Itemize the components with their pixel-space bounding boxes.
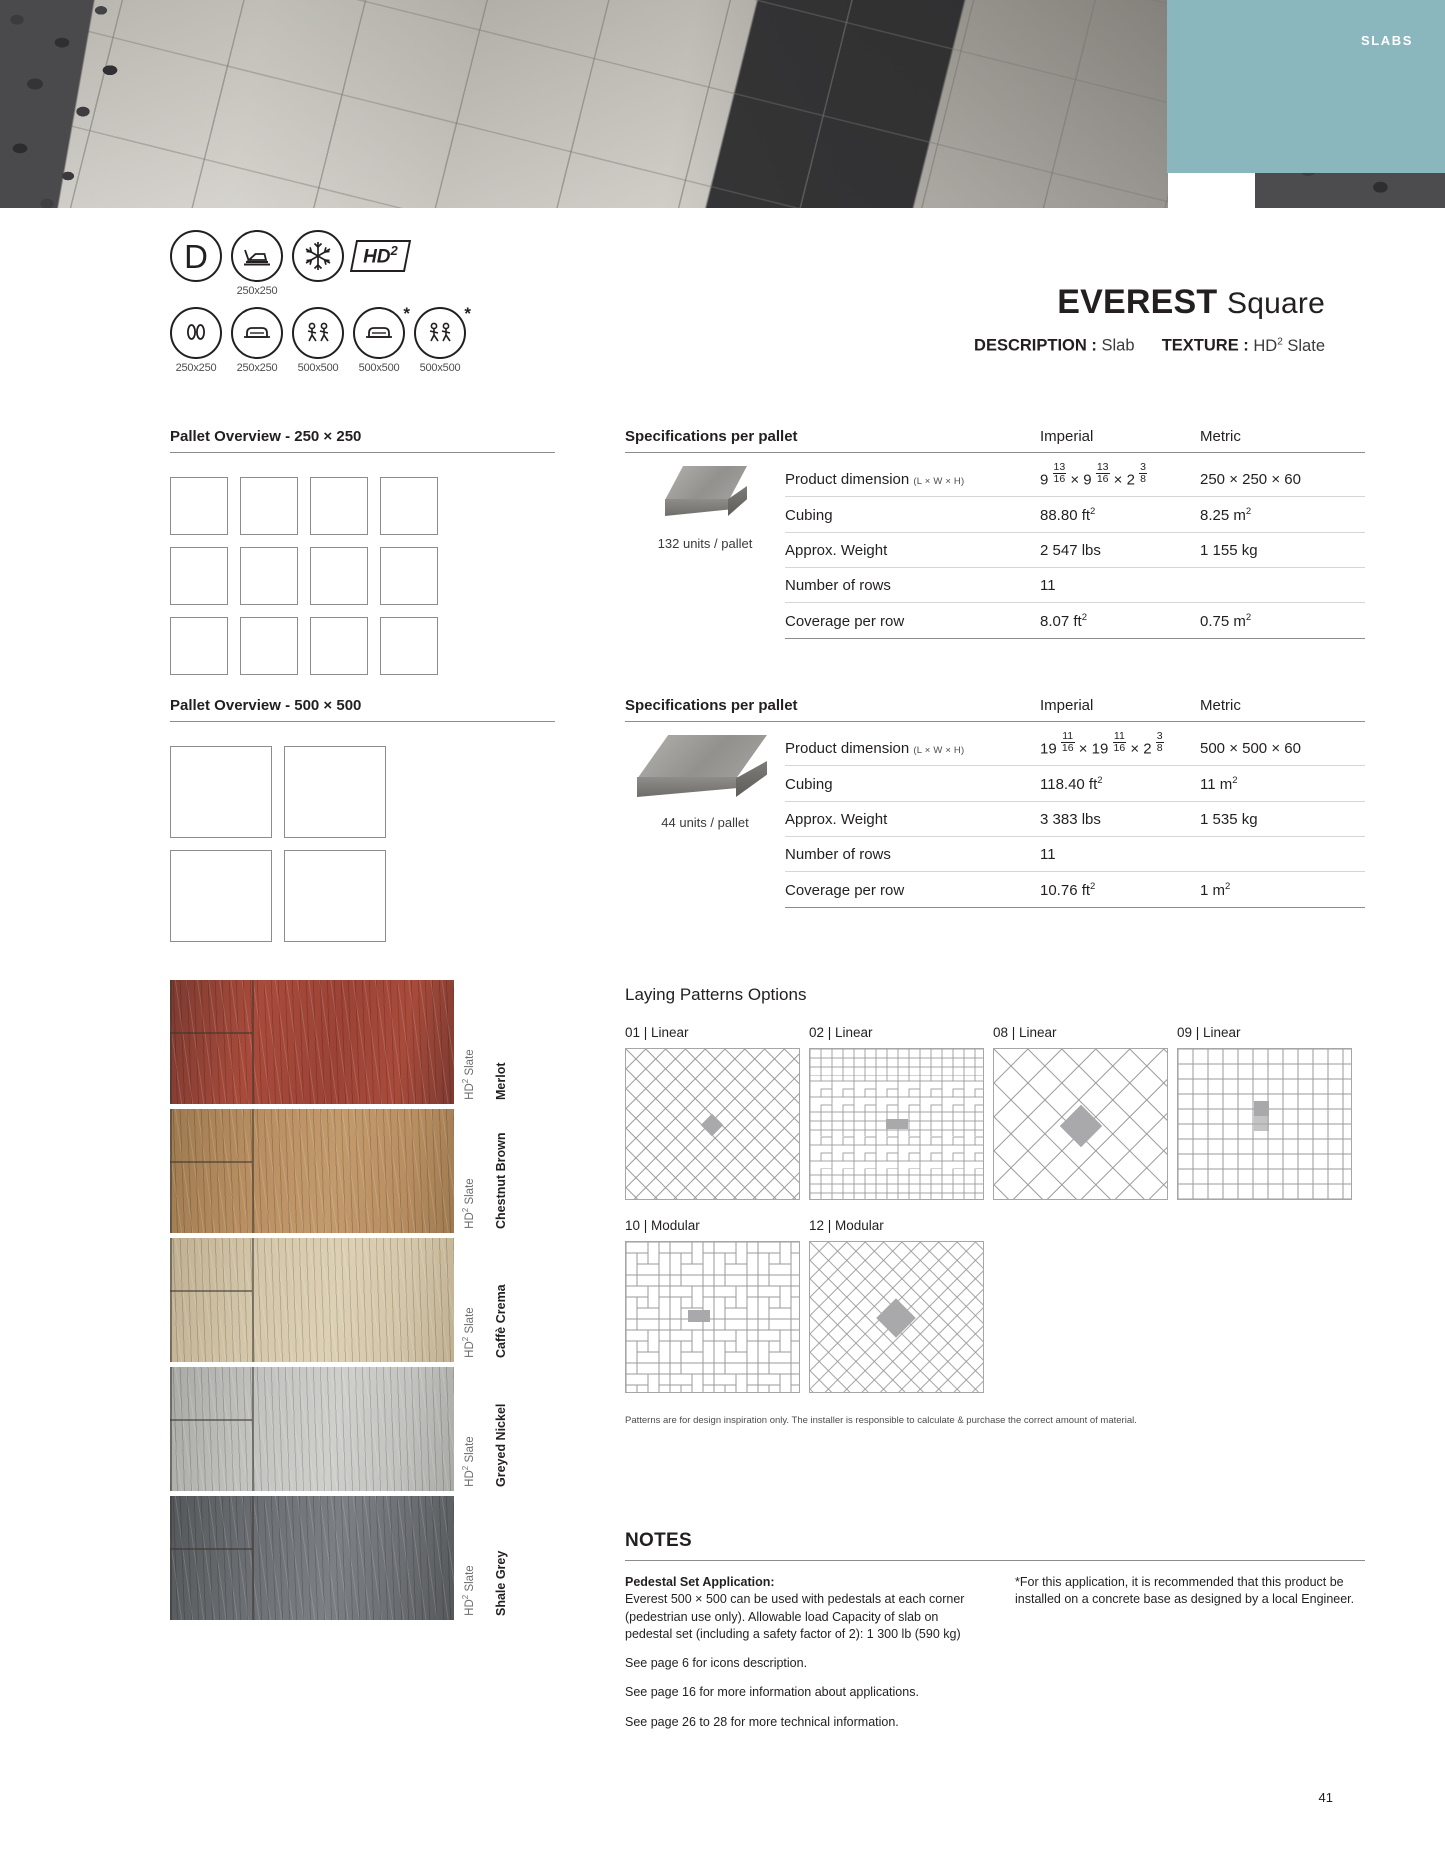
hd2-texture-badge xyxy=(350,240,411,272)
color-swatch-greyed-nickel[interactable] xyxy=(170,1367,508,1491)
note-bold-lead: Pedestal Set Application: xyxy=(625,1575,775,1589)
pattern-slot-empty xyxy=(993,1218,1176,1393)
spec-label: Approx. Weight xyxy=(785,542,888,560)
pallet-unit xyxy=(284,746,386,838)
swatch-labels xyxy=(462,1238,552,1362)
note-applications-page: See page 16 for more information about applications. xyxy=(625,1685,919,1700)
laying-patterns-section xyxy=(625,985,1365,1426)
description-value: Slab xyxy=(1101,336,1135,355)
spec-col-imperial: Imperial xyxy=(1040,428,1094,445)
swatch-texture-label: $HD^2$ Slate xyxy=(461,1178,476,1229)
vehicular-car-icon xyxy=(231,307,283,359)
durability-d-icon xyxy=(170,230,222,282)
spec-row-number-of-rows xyxy=(785,837,1365,872)
spec-row-product-dimension xyxy=(785,453,1365,497)
pattern-diagram xyxy=(993,1048,1168,1200)
spec-imperial: 19 $\frac{11}{16}$ × 19 $\frac{11}{16}$ × 2 $\frac{3}{8}$ xyxy=(1040,730,1163,758)
spec-metric: 1 $m^2$ xyxy=(1200,881,1231,900)
vehicular-car-star-icon xyxy=(353,304,410,359)
pattern-09-linear[interactable] xyxy=(1177,1025,1360,1200)
pallet-grid-250 xyxy=(170,477,555,675)
pallet-overview-500-title: Pallet Overview - 500 × 500 xyxy=(170,697,555,722)
pallet-unit xyxy=(380,477,438,535)
spec-imperial: 9 $\frac{13}{16}$ × 9 $\frac{13}{16}$ × 2 $\frac{3}{8}$ xyxy=(1040,461,1146,489)
texture-label: TEXTURE : xyxy=(1161,336,1249,355)
icon-caption-0: 250x250 xyxy=(175,362,217,374)
pallet-unit xyxy=(380,547,438,605)
hd2-badge-sup: 2 xyxy=(390,243,398,259)
icon-row-application-captions xyxy=(170,362,470,374)
swatch-labels xyxy=(462,1496,552,1620)
swatch-image xyxy=(170,1367,454,1491)
icon-caption-2: 500x500 xyxy=(297,362,339,374)
pallet-unit xyxy=(170,746,272,838)
pallet-unit xyxy=(240,617,298,675)
spec-metric: 0.75 $m^2$ xyxy=(1200,612,1252,631)
pattern-label: 08 | Linear xyxy=(993,1025,1057,1040)
swatch-color-name: Chestnut Brown xyxy=(494,1132,508,1229)
spec-label: Approx. Weight xyxy=(785,811,888,829)
swatch-image xyxy=(170,1109,454,1233)
specifications-table-250 xyxy=(625,428,1365,639)
page-title xyxy=(974,283,1325,322)
specifications-table-500 xyxy=(625,697,1365,908)
notes-heading: NOTES xyxy=(625,1530,692,1551)
pattern-12-modular[interactable] xyxy=(809,1218,992,1393)
color-swatch-shale-grey[interactable] xyxy=(170,1496,508,1620)
spec-rows-500 xyxy=(785,722,1365,908)
spec-row-number-of-rows xyxy=(785,568,1365,603)
units-per-pallet-250: 132 units / pallet xyxy=(657,536,753,551)
pattern-label: 10 | Modular xyxy=(625,1218,700,1233)
spec-metric: 500 × 500 × 60 xyxy=(1200,740,1301,758)
note-pedestal-set: Pedestal Set Application: Everest 500 × 500 can be used with pedestals at each corner (pedestrian use only). Allowable load Capacity of slab on pedestal set (including a safety factor of 2): 1 300 lb (590 kg) xyxy=(625,1575,965,1641)
spec-label: Product dimension (L × W × H) xyxy=(785,740,965,758)
spec-metric: 1 155 kg xyxy=(1200,542,1258,560)
pattern-02-linear[interactable] xyxy=(809,1025,992,1200)
pedestrian-walking-star-icon xyxy=(414,304,471,359)
swatch-labels xyxy=(462,1367,552,1491)
spec-label: Coverage per row xyxy=(785,613,905,631)
spec-imperial: 10.76 $ft^2$ xyxy=(1040,881,1096,900)
color-swatch-merlot[interactable] xyxy=(170,980,508,1104)
spec-metric: 1 535 kg xyxy=(1200,811,1258,829)
spec-row-cubing xyxy=(785,766,1365,802)
durability-d-letter: D xyxy=(184,237,208,275)
spec-row-product-dimension xyxy=(785,722,1365,766)
pallet-overview-500 xyxy=(170,697,555,942)
hero-banner xyxy=(0,0,1445,208)
slab-3d-thumbnail xyxy=(651,466,759,528)
swatch-labels xyxy=(462,1109,552,1233)
icon-caption-row1: 250x250 xyxy=(236,285,278,297)
units-per-pallet-500: 44 units / pallet xyxy=(661,815,749,830)
pallet-unit xyxy=(380,617,438,675)
icon-row-primary xyxy=(170,230,470,282)
spec-label: Number of rows xyxy=(785,846,891,864)
icon-row-primary-captions xyxy=(170,285,470,297)
slab-thumbnail-block xyxy=(625,722,785,908)
spec-imperial: 118.40 $ft^2$ xyxy=(1040,775,1103,794)
note-concrete-base: *For this application, it is recommended that this product be installed on a concrete base as designed by a local Engineer. xyxy=(1015,1575,1355,1607)
notes-column-right xyxy=(1015,1574,1365,1731)
spec-label: Cubing xyxy=(785,507,833,525)
spec-header-row xyxy=(625,697,1365,722)
pallet-grid-500 xyxy=(170,746,555,942)
description-label: DESCRIPTION : xyxy=(974,336,1097,355)
swatch-labels xyxy=(462,980,552,1104)
pattern-label: 01 | Linear xyxy=(625,1025,689,1040)
swatch-texture-label: $HD^2$ Slate xyxy=(461,1049,476,1100)
swatch-image xyxy=(170,1238,454,1362)
product-shape: Square xyxy=(1227,287,1325,320)
spec-label: Product dimension (L × W × H) xyxy=(785,471,965,489)
category-tab-label: SLABS xyxy=(1360,33,1413,48)
pallet-unit xyxy=(310,547,368,605)
spec-metric: 8.25 $m^2$ xyxy=(1200,506,1252,525)
texture-value: $HD^2$ Slate xyxy=(1253,336,1325,355)
page-number: 41 xyxy=(1318,1790,1333,1805)
asterisk-icon: * xyxy=(464,304,471,323)
slab-3d-thumbnail xyxy=(635,735,775,807)
note-technical-page: See page 26 to 28 for more technical information. xyxy=(625,1714,899,1729)
category-tab xyxy=(1167,0,1445,173)
product-name: EVEREST xyxy=(1057,283,1218,321)
swatch-image xyxy=(170,1496,454,1620)
hero-paver-photo xyxy=(0,0,1168,208)
spec-label: Coverage per row xyxy=(785,882,905,900)
icon-row-application xyxy=(170,304,471,359)
swatch-texture-label: $HD^2$ Slate xyxy=(461,1307,476,1358)
pattern-01-linear[interactable] xyxy=(625,1025,808,1200)
spec-imperial: 11 xyxy=(1040,846,1056,864)
spec-col-imperial: Imperial xyxy=(1040,697,1094,714)
spec-row-coverage-per-row xyxy=(785,872,1365,908)
pallet-unit xyxy=(170,477,228,535)
product-attributes xyxy=(974,336,1325,356)
pedestrian-walking-icon xyxy=(292,307,344,359)
asterisk-icon: * xyxy=(403,304,410,323)
note-icons-page: See page 6 for icons description. xyxy=(625,1656,808,1670)
pattern-label: 12 | Modular xyxy=(809,1218,884,1233)
pallet-unit xyxy=(170,850,272,942)
pallet-unit xyxy=(284,850,386,942)
color-swatch-list xyxy=(170,980,508,1625)
pattern-label: 02 | Linear xyxy=(809,1025,873,1040)
pattern-10-modular[interactable] xyxy=(625,1218,808,1393)
icon-caption-3: 500x500 xyxy=(358,362,400,374)
pallet-unit xyxy=(170,617,228,675)
pattern-08-linear[interactable] xyxy=(993,1025,1176,1200)
spec-metric: 250 × 250 × 60 xyxy=(1200,471,1301,489)
laying-patterns-row-1 xyxy=(625,1025,1365,1200)
freeze-thaw-snowflake-icon xyxy=(292,230,344,282)
spec-row-weight xyxy=(785,802,1365,837)
swatch-image xyxy=(170,980,454,1104)
hd2-badge-text: HD xyxy=(363,246,391,268)
spec-imperial: 3 383 lbs xyxy=(1040,811,1101,829)
spec-col-metric: Metric xyxy=(1200,428,1241,445)
pallet-unit xyxy=(240,477,298,535)
spec-row-weight xyxy=(785,533,1365,568)
pallet-unit xyxy=(240,547,298,605)
spec-col-metric: Metric xyxy=(1200,697,1241,714)
swatch-color-name: Caffè Crema xyxy=(494,1284,508,1358)
notes-divider xyxy=(625,1560,1365,1561)
pallet-unit xyxy=(310,617,368,675)
spec-title: Specifications per pallet xyxy=(625,428,798,445)
swatch-color-name: Greyed Nickel xyxy=(494,1403,508,1487)
swatch-texture-label: $HD^2$ Slate xyxy=(461,1565,476,1616)
notes-column-left xyxy=(625,1574,975,1731)
snowplow-icon xyxy=(231,230,283,282)
product-title-block xyxy=(974,283,1325,356)
spec-row-coverage-per-row xyxy=(785,603,1365,639)
pattern-diagram xyxy=(809,1048,984,1200)
spec-label: Cubing xyxy=(785,776,833,794)
spec-metric: 11 $m^2$ xyxy=(1200,775,1238,794)
pedestrian-footprints-icon xyxy=(170,307,222,359)
pallet-overview-250-title: Pallet Overview - 250 × 250 xyxy=(170,428,555,453)
pattern-diagram xyxy=(625,1048,800,1200)
spec-imperial: 88.80 $ft^2$ xyxy=(1040,506,1096,525)
pallet-unit xyxy=(310,477,368,535)
pallet-overview-250 xyxy=(170,428,555,675)
spec-imperial: 2 547 lbs xyxy=(1040,542,1101,560)
spec-header-row xyxy=(625,428,1365,453)
swatch-color-name: Merlot xyxy=(494,1062,508,1100)
spec-imperial: 8.07 $ft^2$ xyxy=(1040,612,1087,631)
laying-patterns-row-2 xyxy=(625,1218,1365,1393)
pattern-diagram xyxy=(625,1241,800,1393)
icon-caption-4: 500x500 xyxy=(419,362,461,374)
swatch-texture-label: $HD^2$ Slate xyxy=(461,1436,476,1487)
spec-rows-250 xyxy=(785,453,1365,639)
pattern-diagram xyxy=(809,1241,984,1393)
pattern-diagram xyxy=(1177,1048,1352,1200)
swatch-color-name: Shale Grey xyxy=(494,1550,508,1616)
pallet-unit xyxy=(170,547,228,605)
pattern-label: 09 | Linear xyxy=(1177,1025,1241,1040)
pattern-slot-empty xyxy=(1177,1218,1360,1393)
color-swatch-caffe-crema[interactable] xyxy=(170,1238,508,1362)
spec-row-cubing xyxy=(785,497,1365,533)
spec-imperial: 11 xyxy=(1040,577,1056,595)
spec-label: Number of rows xyxy=(785,577,891,595)
product-icon-strip xyxy=(170,230,470,374)
icon-caption-1: 250x250 xyxy=(236,362,278,374)
patterns-disclaimer: Patterns are for design inspiration only. The installer is responsible to calculate & purchase the correct amount of material. xyxy=(625,1415,1137,1426)
color-swatch-chestnut-brown[interactable] xyxy=(170,1109,508,1233)
notes-section xyxy=(625,1530,1365,1731)
slab-thumbnail-block xyxy=(625,453,785,639)
spec-title: Specifications per pallet xyxy=(625,697,798,714)
laying-patterns-title: Laying Patterns Options xyxy=(625,985,807,1004)
